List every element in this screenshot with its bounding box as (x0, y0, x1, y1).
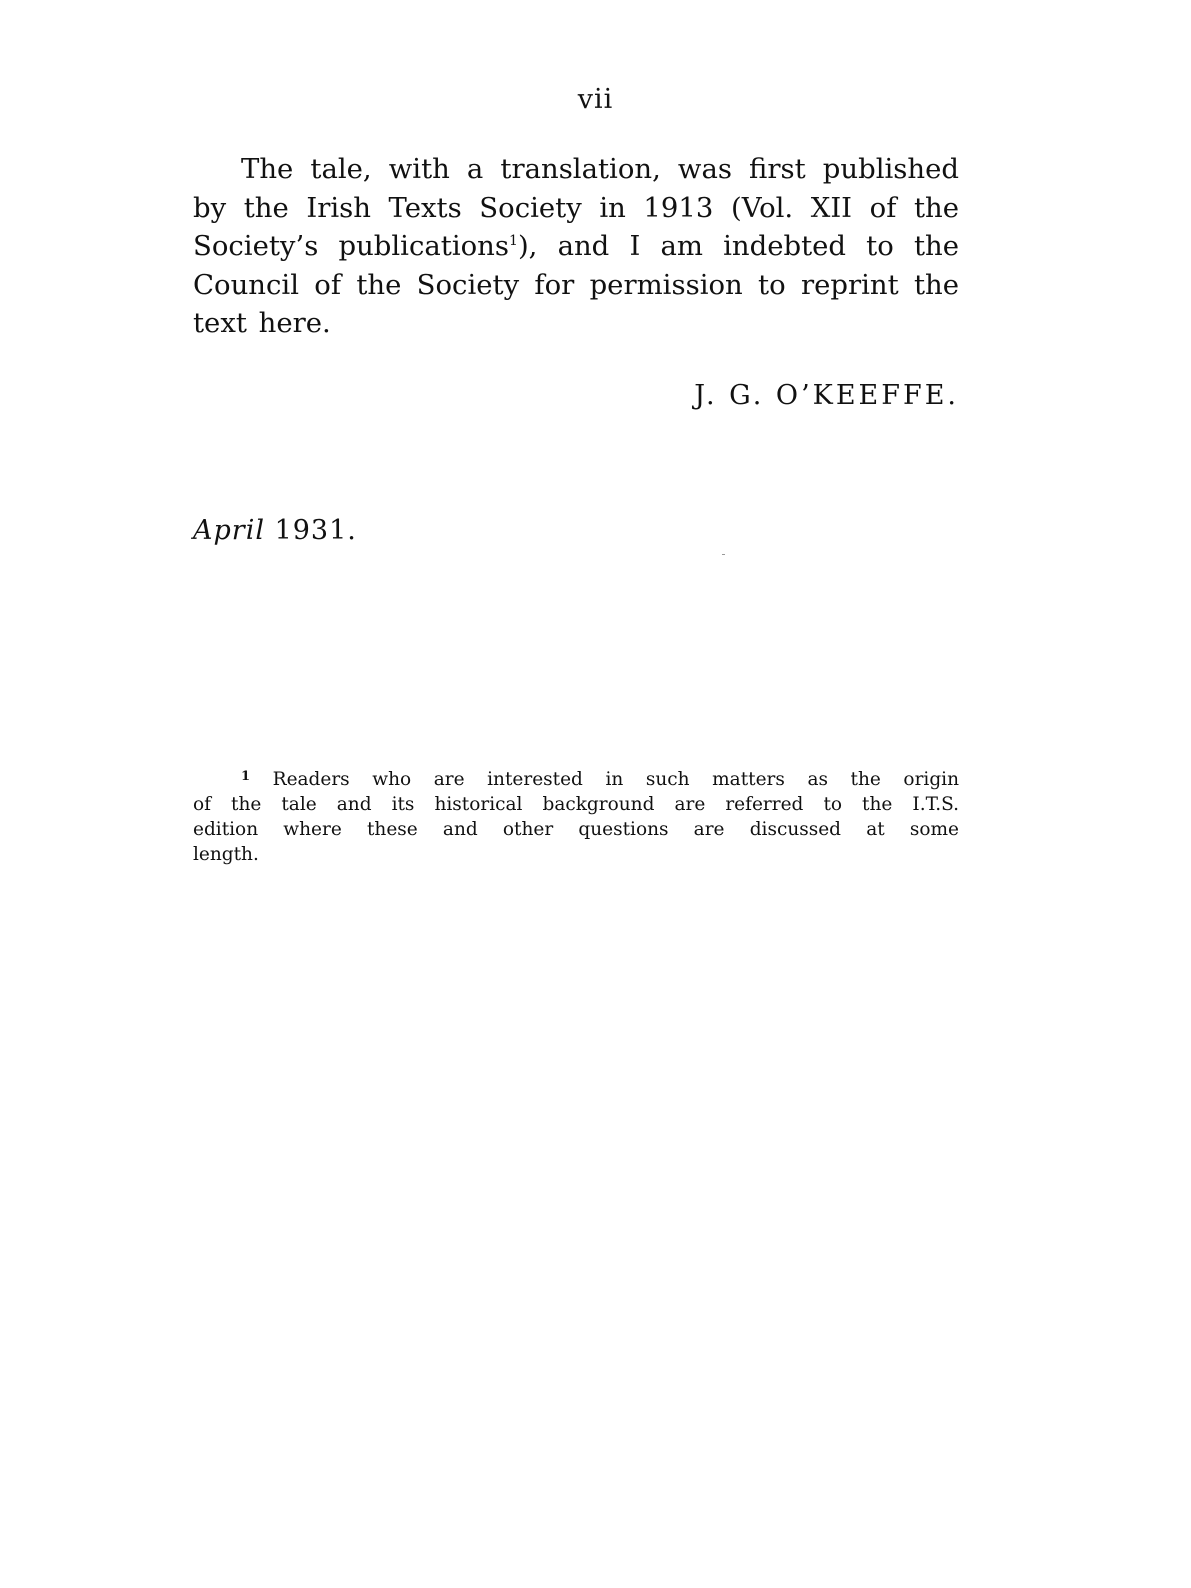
footnote-line: length. (193, 844, 259, 865)
paragraph-text: ), and I am indebted to the (517, 230, 959, 262)
paragraph-line (193, 227, 959, 266)
paragraph-line: The tale, with a translation, was first published (241, 153, 959, 185)
footnote-mark: 1 (241, 769, 251, 784)
paragraph-line: by the Irish Texts Society in 1913 (Vol. XII of the (193, 191, 959, 224)
paragraph-line: Council of the Society for permission to reprint the (193, 268, 959, 301)
footnote-reference: 1 (509, 233, 518, 249)
paragraph-line: text here. (193, 307, 331, 339)
body-paragraph (193, 150, 959, 343)
footnote-line: edition where these and other questions are discussed at some (193, 819, 959, 840)
page-number: vii (577, 84, 614, 115)
author-signature: J. G. O’KEEFFE. (694, 380, 959, 411)
footnote-text: Readers who are interested in such matters as the origin (272, 769, 959, 790)
date-year: 1931. (274, 515, 357, 546)
footnote (193, 764, 959, 867)
date-line (193, 515, 357, 546)
paragraph-text: Society’s publications (193, 230, 510, 262)
footnote-line: of the tale and its historical background are referred to the I.T.S. (193, 794, 959, 815)
scan-speck (722, 554, 725, 555)
date-month: April (193, 515, 265, 546)
footnote-line (193, 764, 959, 792)
